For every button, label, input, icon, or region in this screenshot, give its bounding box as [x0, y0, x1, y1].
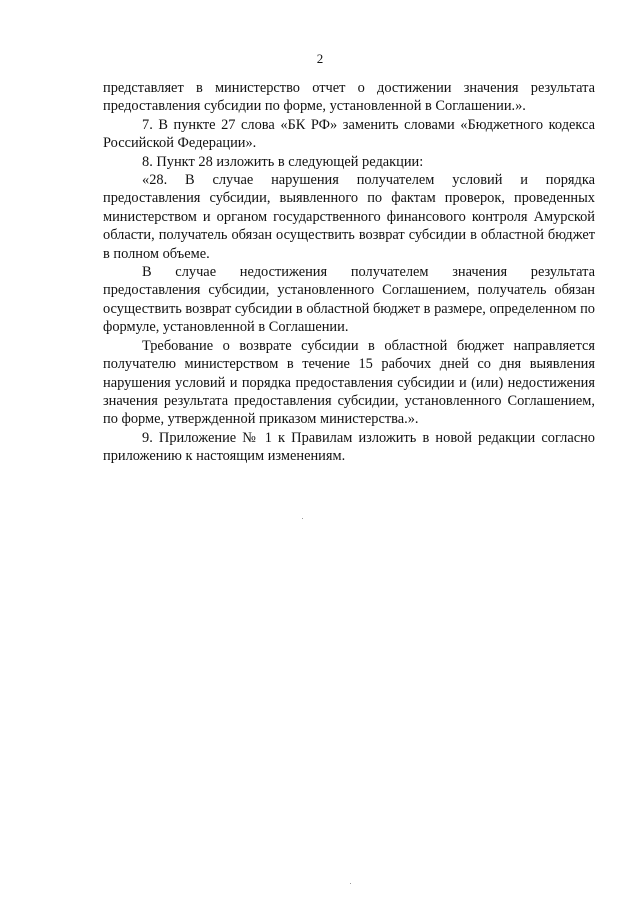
scan-speck: [302, 518, 303, 519]
scan-speck: [350, 883, 351, 884]
paragraph-item-7: 7. В пункте 27 слова «БК РФ» заменить словами «Бюджетного кодекса Российской Федерации».: [103, 116, 595, 152]
paragraph-item-8: 8. Пункт 28 изложить в следующей редакции:: [142, 153, 424, 170]
paragraph-clause-28: «28. В случае нарушения получателем условий и порядка предоставления субсидии, выявленного по фактам проверок, проведенных министерством и органом государственного финансового контроля Амурской области, получатель обязан осуществить возврат субсидии в областной бюджет в полном объеме.: [103, 172, 595, 262]
page-number: 2: [316, 51, 324, 66]
paragraph-item-9: 9. Приложение № 1 к Правилам изложить в новой редакции согласно приложению к настоящим изменениям.: [103, 429, 595, 465]
paragraph-continuation: представляет в министерство отчет о достижении значения результата предоставления субсидии по форме, установленной в Соглашении.».: [103, 80, 595, 115]
document-body: [103, 79, 595, 466]
paragraph-clause-28-part-3: Требование о возврате субсидии в областной бюджет направляется получателю министерством в течение 15 рабочих дней со дня выявления нарушения условий и порядка предоставления субсидии и (или) недостижения значения результата предоставления субсидии, установленного Соглашением, по форме, утвержденной приказом министерства.».: [103, 337, 595, 428]
paragraph-clause-28-part-2: В случае недостижения получателем значения результата предоставления субсидии, установленного Соглашением, получатель обязан осуществить возврат субсидии в областной бюджет в размере, определенном по формуле, установленной в Соглашении.: [103, 264, 595, 336]
